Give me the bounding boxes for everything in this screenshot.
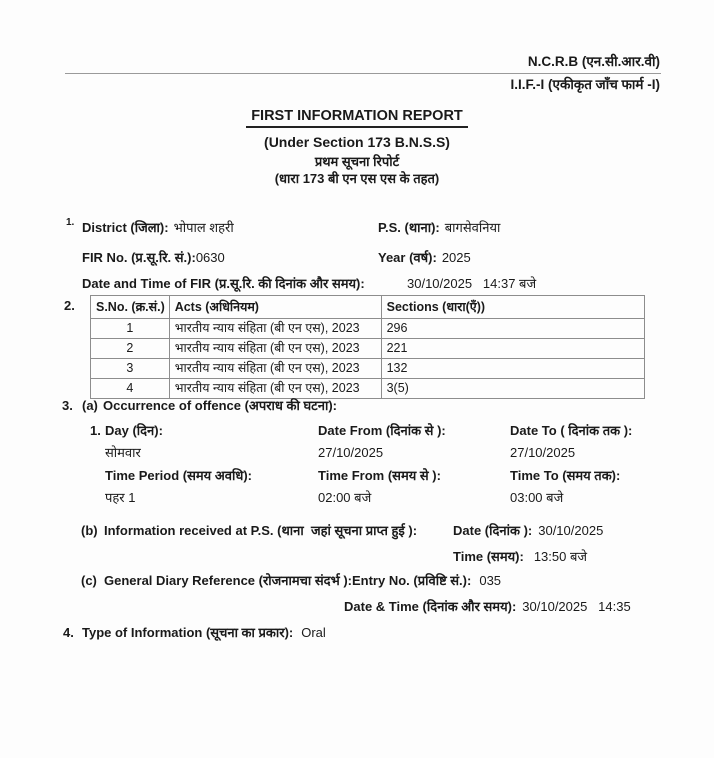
date-to-value: 27/10/2025 <box>510 445 576 460</box>
iif-header-line: I.I.F.-I (एकीकृत जाँच फार्म -I) <box>510 77 660 92</box>
info-received-date-field <box>453 523 603 539</box>
col-header-acts: Acts (अधिनियम) <box>169 296 381 319</box>
table-row <box>91 339 645 359</box>
row-act: भारतीय न्याय संहिता (बी एन एस), 2023 <box>169 319 381 339</box>
type-of-information-value: Oral <box>301 625 326 640</box>
table-header-row <box>91 296 645 319</box>
info-received-time-field <box>453 549 587 565</box>
table-row <box>91 359 645 379</box>
col-header-sections: Sections (धारा(एँ)) <box>381 296 644 319</box>
time-from-label: Time From (समय से ): <box>318 468 441 483</box>
info-received-date-value: 30/10/2025 <box>538 523 604 538</box>
time-to-value: 03:00 बजे <box>510 490 564 505</box>
gd-datetime-value: 30/10/2025 14:35 <box>522 599 631 614</box>
day-label: Day (दिन): <box>105 423 163 438</box>
section3b-letter: (b) <box>81 523 98 538</box>
info-received-date-label: Date (दिनांक ): <box>453 523 533 538</box>
ps-field <box>378 220 500 236</box>
header-divider <box>65 73 661 74</box>
section1-number: 1. <box>66 217 75 228</box>
district-label: District (जिला): <box>82 220 169 235</box>
row-act: भारतीय न्याय संहिता (बी एन एस), 2023 <box>169 379 381 399</box>
acts-sections-table <box>90 295 645 399</box>
gd-datetime-field <box>344 599 631 615</box>
col-header-sno: S.No. (क्र.सं.) <box>91 296 170 319</box>
date-from-label: Date From (दिनांक से ): <box>318 423 446 438</box>
row-section: 296 <box>381 319 644 339</box>
fir-no-field <box>82 250 225 266</box>
gd-reference-title: General Diary Reference (रोजनामचा संदर्भ ): <box>104 573 352 588</box>
row-sno: 1 <box>91 319 170 339</box>
gd-entry-label: Entry No. (प्रविष्टि सं.): <box>351 573 472 588</box>
year-field <box>378 250 471 266</box>
fir-no-value: 0630 <box>195 250 225 265</box>
date-from-value: 27/10/2025 <box>318 445 384 460</box>
fir-datetime-value: 30/10/2025 14:37 बजे <box>407 276 537 291</box>
info-received-time-label: Time (समय): <box>453 549 524 564</box>
table-row <box>91 319 645 339</box>
section4-number: 4. <box>63 625 74 640</box>
type-of-information-label: Type of Information (सूचना का प्रकार): <box>82 625 294 640</box>
time-to-label: Time To (समय तक): <box>510 468 621 483</box>
row-sno: 3 <box>91 359 170 379</box>
section2-number: 2. <box>64 298 75 313</box>
fir-datetime-label: Date and Time of FIR (प्र.सू.रि. की दिनांक और समय): <box>82 276 365 291</box>
row-act: भारतीय न्याय संहिता (बी एन एस), 2023 <box>169 359 381 379</box>
info-received-time-value: 13:50 बजे <box>533 549 588 564</box>
row-sno: 2 <box>91 339 170 359</box>
report-title-text: FIRST INFORMATION REPORT <box>246 108 468 128</box>
time-from-value: 02:00 बजे <box>318 490 372 505</box>
district-field <box>82 220 234 236</box>
row-act: भारतीय न्याय संहिता (बी एन एस), 2023 <box>169 339 381 359</box>
year-label: Year (वर्ष): <box>378 250 437 265</box>
table-row <box>91 379 645 399</box>
date-to-label: Date To ( दिनांक तक ): <box>510 423 633 438</box>
occurrence-title: Occurrence of offence (अपराध की घटना): <box>103 398 337 413</box>
occurrence-row-number: 1. <box>90 423 101 438</box>
type-of-information-field <box>82 625 326 641</box>
time-period-value: पहर 1 <box>105 490 136 505</box>
gd-entry-value: 035 <box>479 573 502 588</box>
row-section: 3(5) <box>381 379 644 399</box>
gd-reference-field <box>104 573 501 589</box>
hindi-under-section-subtitle: (धारा 173 बी एन एस एस के तहत) <box>274 171 440 186</box>
hindi-title: प्रथम सूचना रिपोर्ट <box>314 154 400 169</box>
section3c-letter: (c) <box>81 573 97 588</box>
section3a-letter: (a) <box>82 398 98 413</box>
gd-datetime-label: Date & Time (दिनांक और समय): <box>344 599 517 614</box>
row-section: 132 <box>381 359 644 379</box>
report-title <box>0 108 714 124</box>
time-period-label: Time Period (समय अवधि): <box>105 468 253 483</box>
year-value: 2025 <box>441 250 471 265</box>
ncrb-header-line: N.C.R.B (एन.सी.आर.वी) <box>527 54 660 69</box>
under-section-subtitle: (Under Section 173 B.N.S.S) <box>264 134 450 150</box>
day-value: सोमवार <box>105 445 141 460</box>
fir-no-label: FIR No. (प्र.सू.रि. सं.): <box>82 250 196 265</box>
info-received-title: Information received at P.S. (थाना जहां सूचना प्राप्त हुई ): <box>104 523 418 538</box>
ps-label: P.S. (थाना): <box>378 220 440 235</box>
ps-value: बागसेवनिया <box>444 220 501 235</box>
row-section: 221 <box>381 339 644 359</box>
district-value: भोपाल शहरी <box>173 220 234 235</box>
row-sno: 4 <box>91 379 170 399</box>
section3-number: 3. <box>62 398 73 413</box>
